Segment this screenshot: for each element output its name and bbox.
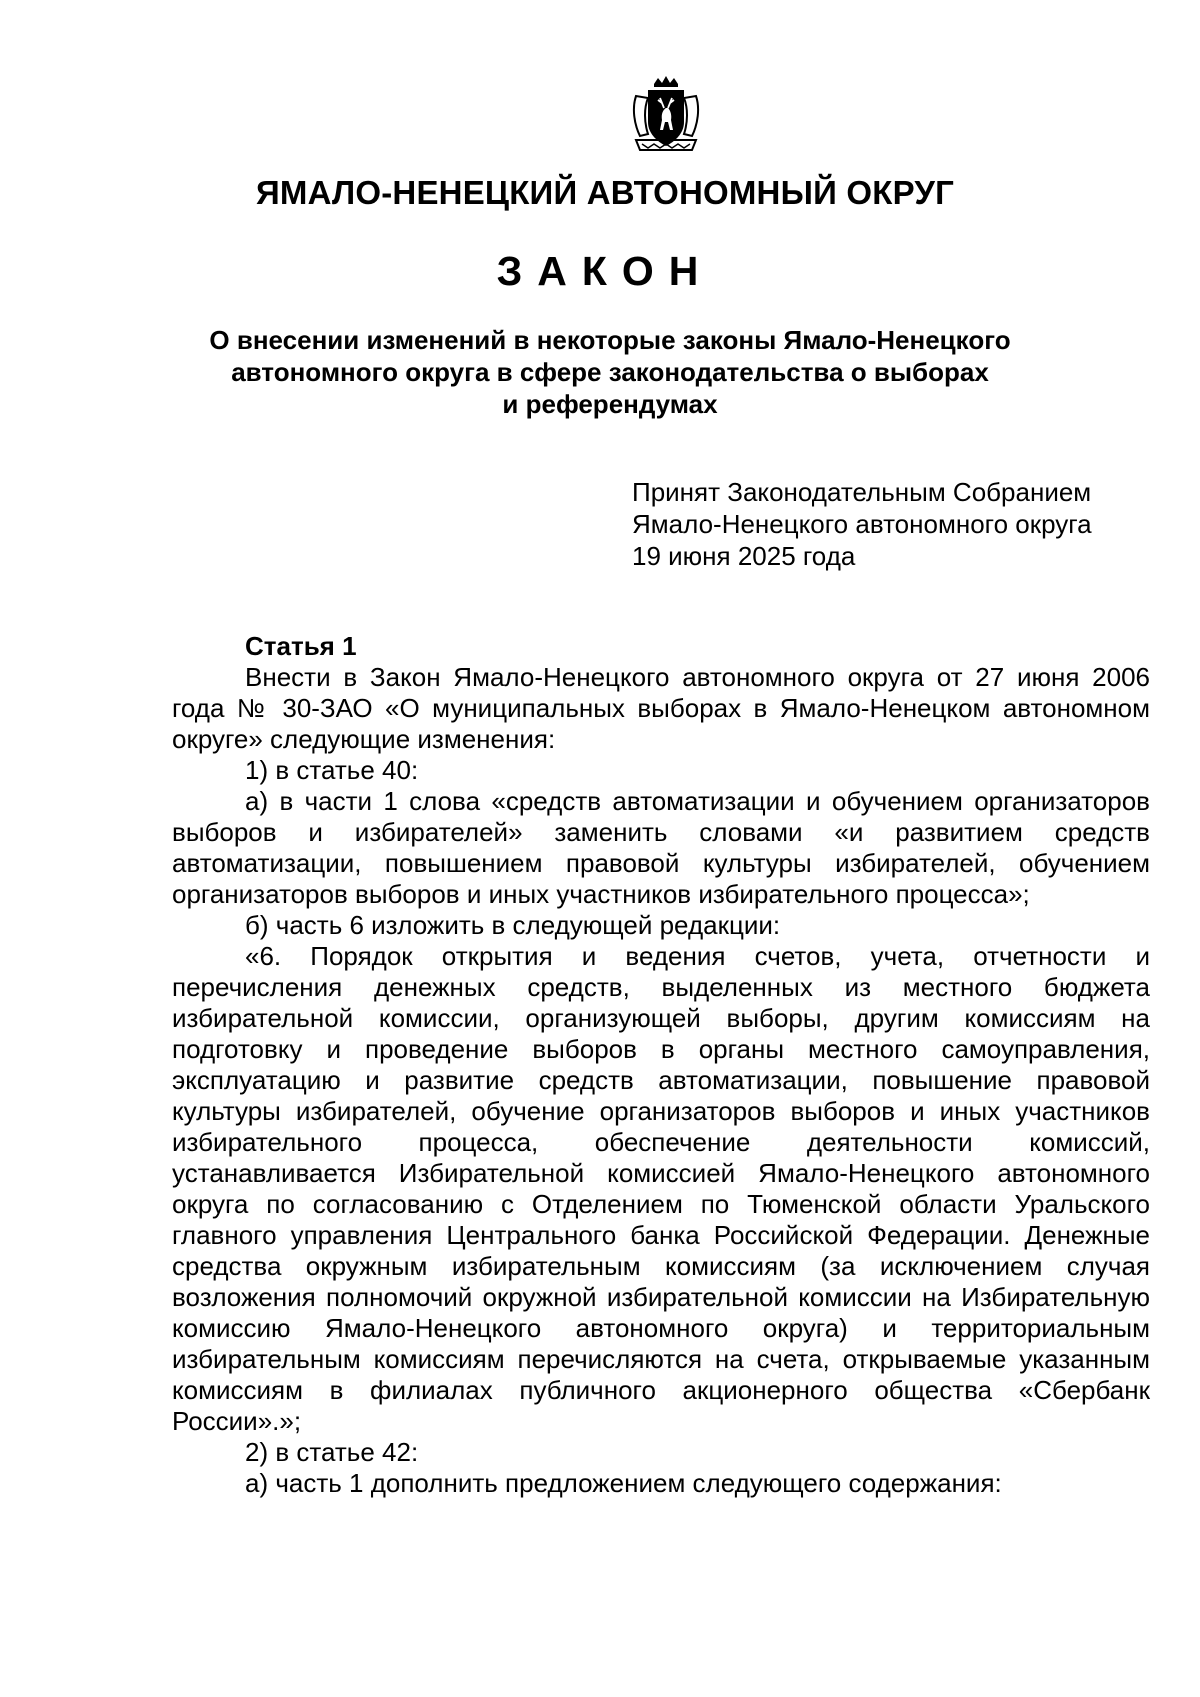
region-title: ЯМАЛО-НЕНЕЦКИЙ АВТОНОМНЫЙ ОКРУГ (255, 174, 955, 211)
article-paragraph: «6. Порядок открытия и ведения счетов, учета, отчетности и перечисления денежных средств, выделенных из местного бюджета избирательной комиссии, организующей выборы, другим комиссиям на подготовку и проведение выборов в органы местного самоуправления, эксплуатацию и развитие средств автоматизации, повышение правовой культуры избирателей, обучение организаторов выборов и иных участников избирательного процесса, обеспечение деятельности комиссий, устанавливается Избирательной комиссией Ямало-Ненецкого автономного округа по согласованию с Отделением по Тюменской области Уральского главного управления Центрального банка Российской Федерации. Денежные средства окружным избирательным комиссиям (за исключением случая возложения полномочий окружной избирательной комиссии на Избирательную комиссию Ямало-Ненецкого автономного округа) и территориальным избирательным комиссиям перечисляются на счета, открываемые указанным комиссиям в филиалах публичного акционерного общества «Сбербанк России».»; (172, 941, 1150, 1436)
subject-line: и референдумах (502, 389, 718, 419)
adoption-line: Принят Законодательным Собранием (632, 477, 1092, 507)
law-subject-title (150, 324, 1070, 420)
subject-line: О внесении изменений в некоторые законы Ямало-Ненецкого (209, 325, 1011, 355)
article-paragraph: 2) в статье 42: (245, 1437, 419, 1467)
subject-line: автономного округа в сфере законодательства о выборах (231, 357, 989, 387)
article-paragraph: а) часть 1 дополнить предложением следующего содержания: (245, 1468, 1002, 1498)
adoption-date: 19 июня 2025 года (632, 541, 856, 571)
article-paragraph: 1) в статье 40: (245, 755, 419, 785)
article-heading: Статья 1 (245, 631, 357, 661)
yamal-nenets-coat-of-arms-icon (628, 74, 704, 156)
article-body (172, 631, 1150, 1499)
adoption-line: Ямало-Ненецкого автономного округа (632, 509, 1092, 539)
article-paragraph: б) часть 6 изложить в следующей редакции: (245, 910, 781, 940)
document-type-heading: ЗАКОН (496, 248, 714, 294)
article-paragraph: а) в части 1 слова «средств автоматизации и обучением организаторов выборов и избирателей» заменить словами «и развитием средств автоматизации, повышением правовой культуры избирателей, обучением организаторов выборов и иных участников избирательного процесса»; (172, 786, 1150, 909)
article-paragraph: Внести в Закон Ямало-Ненецкого автономного округа от 27 июня 2006 года № 30-ЗАО «О муниципальных выборах в Ямало-Ненецком автономном округе» следующие изменения: (172, 662, 1150, 754)
adoption-note (632, 476, 1092, 572)
